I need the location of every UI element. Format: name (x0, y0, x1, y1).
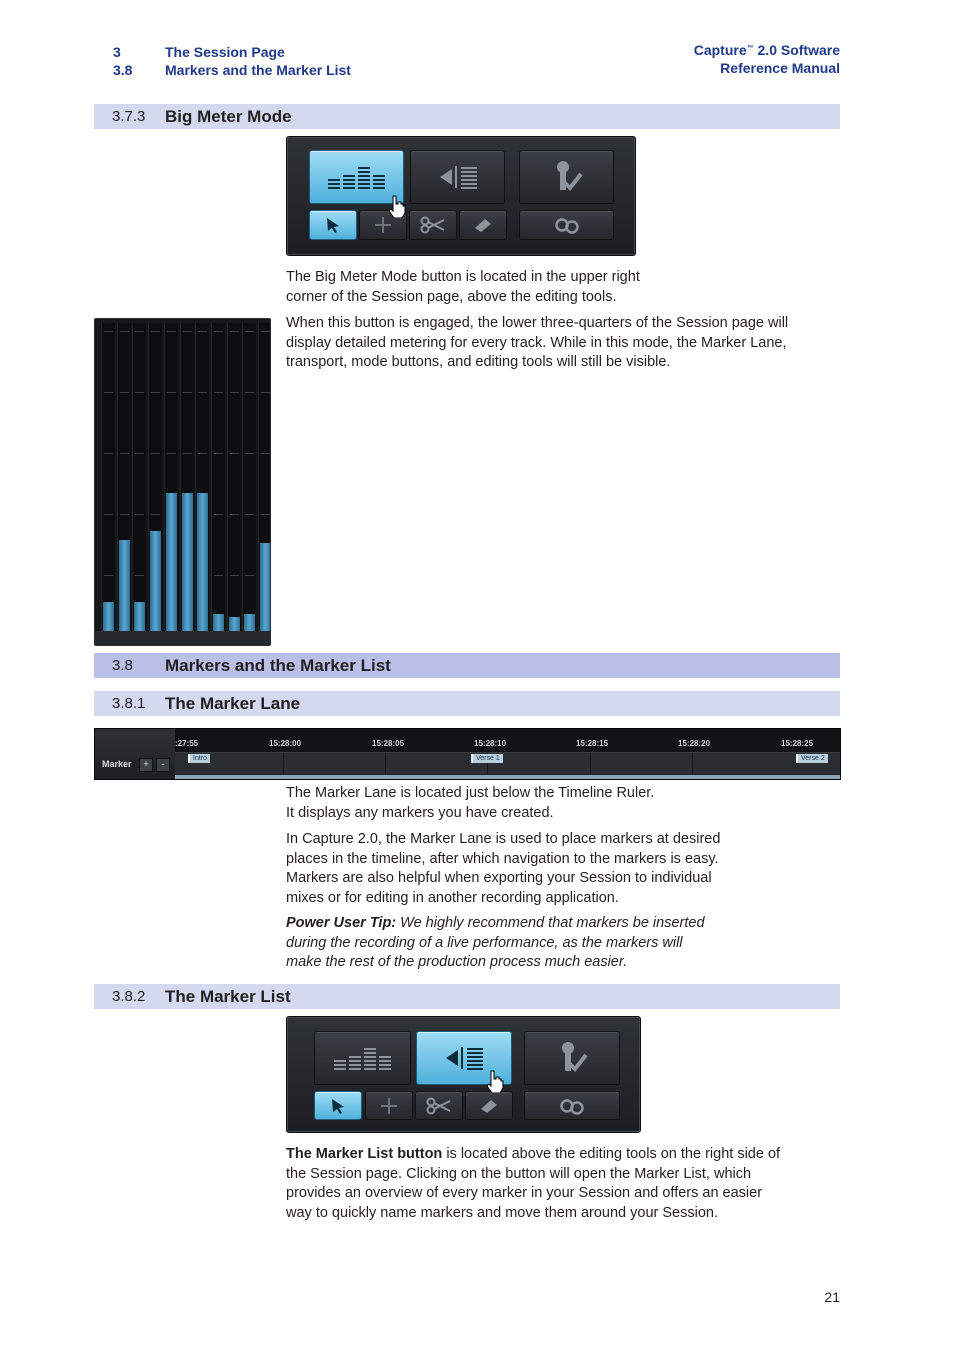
meter-tick (261, 514, 270, 515)
ruler-time: 15:28:05 (372, 739, 405, 748)
meter-level (134, 602, 145, 633)
meter-tick (245, 331, 254, 332)
meter-tick (230, 331, 239, 332)
meter-level (119, 540, 130, 633)
marker-lane-paragraph-1: The Marker Lane is located just below the Timeline Ruler. It displays any markers you have created. (286, 785, 655, 821)
marker-lane-header (95, 729, 175, 779)
meter-tick (120, 514, 129, 515)
meter-channel (164, 323, 178, 633)
remove-marker-button[interactable]: - (156, 758, 170, 772)
meter-tick (230, 575, 239, 576)
plus-tool-icon (374, 216, 392, 234)
meter-channel (132, 323, 146, 633)
meter-tick (198, 453, 207, 454)
meter-level (197, 493, 208, 633)
meter-tick (261, 453, 270, 454)
grid-line (590, 753, 591, 774)
meter-channel (101, 323, 115, 633)
marker-intro[interactable]: Intro (188, 754, 210, 763)
section-num: 3.8.2 (112, 988, 146, 1005)
marker-list-button[interactable] (410, 150, 505, 204)
hand-cursor-icon (485, 1069, 505, 1093)
running-header-right (694, 41, 840, 77)
grid-line (692, 753, 693, 774)
grid-line (283, 753, 284, 774)
section-title: The Marker Lane (165, 694, 301, 713)
meter-tick (135, 575, 144, 576)
ruler-time: 15:28:25 (781, 739, 814, 748)
section-title: Markers and the Marker List (165, 656, 391, 675)
marker-lane-label: Marker (102, 759, 132, 769)
lane-bottom-edge (175, 775, 840, 779)
meter-tick (167, 331, 176, 332)
meter-tick (151, 514, 160, 515)
section-num: 3.8.1 (112, 695, 146, 712)
meter-tick (120, 331, 129, 332)
arrow-tool-icon (324, 216, 342, 234)
product-name: Capture (693, 42, 747, 58)
meter-level (150, 531, 161, 633)
mode-panel-big-meter (286, 136, 636, 256)
meter-tick (198, 392, 207, 393)
meter-tick (135, 453, 144, 454)
meter-tick (151, 392, 160, 393)
running-header-left (113, 43, 351, 79)
meter-channel (211, 323, 225, 633)
marker-lane-paragraph-2: In Capture 2.0, the Marker Lane is used to place markers at desired places in the timeline, after which navigation to the markers is easy. Markers are also helpful when exporting your Session to individual mixes or for editing in another recording application. (286, 831, 721, 906)
meter-tick (120, 392, 129, 393)
big-meter-button[interactable] (314, 1031, 411, 1085)
marker-list-text: is located above the editing tools on the right side of the Session page. Clicking on the button will open the Marker List, which provides an overview of every marker in your Session and offers an easier way to quickly name markers and move them around your Session. (286, 1146, 781, 1221)
meter-tick (230, 453, 239, 454)
meter-tick (167, 453, 176, 454)
meter-tick (214, 392, 223, 393)
grid-line (385, 753, 386, 774)
arrow-tool-icon (329, 1097, 347, 1115)
chapter-number: 3 (113, 44, 121, 60)
marker-list-bold-lead: The Marker List button (286, 1146, 443, 1162)
meter-tick (214, 331, 223, 332)
meter-tick (245, 575, 254, 576)
section-num: 3.8 (112, 657, 133, 674)
meter-tick (183, 331, 192, 332)
link-icon (557, 1097, 587, 1115)
arrow-tool-button[interactable] (309, 210, 357, 240)
marker-track[interactable] (175, 753, 840, 774)
record-check-icon (555, 1041, 589, 1075)
section-num: 3.7.3 (112, 108, 146, 125)
record-mode-button[interactable] (519, 150, 614, 204)
trademark-symbol: ™ (746, 45, 754, 52)
meter-tick (230, 514, 239, 515)
record-check-icon (550, 160, 584, 194)
eraser-tool-button[interactable] (465, 1091, 513, 1120)
meter-tick (135, 514, 144, 515)
section-title: Markers and the Marker List (165, 62, 351, 78)
marker-lane (94, 728, 841, 780)
ruler-time: :27:55 (175, 739, 199, 748)
big-meter-display (94, 318, 271, 646)
range-tool-button[interactable] (365, 1091, 413, 1120)
marker-list-icon (436, 163, 480, 191)
meter-tick (214, 575, 223, 576)
timeline-ruler[interactable] (175, 729, 840, 753)
hand-cursor-icon (387, 194, 407, 218)
marker-list-icon (442, 1044, 486, 1072)
meter-tick (104, 392, 113, 393)
tip-label: Power User Tip: (286, 915, 397, 931)
ruler-time: 15:28:00 (269, 739, 302, 748)
power-user-tip (286, 914, 706, 973)
product-version: 2.0 Software (753, 42, 840, 58)
tip-text: We highly recommend that markers be inserted during the recording of a live performance, as the markers will make the rest of the production process much easier. (286, 915, 705, 970)
page-number: 21 (824, 1289, 840, 1305)
meter-tick (245, 453, 254, 454)
marker-list-paragraph (286, 1145, 781, 1223)
meter-tick (214, 453, 223, 454)
meter-level (182, 493, 193, 633)
meter-tick (135, 392, 144, 393)
scissors-icon (426, 1097, 452, 1115)
meter-tick (245, 514, 254, 515)
link-button[interactable] (524, 1091, 620, 1120)
meter-channel (227, 323, 241, 633)
meter-channel (180, 323, 194, 633)
section-heading-markers (94, 653, 840, 678)
meter-tick (261, 331, 270, 332)
section-number: 3.8 (113, 62, 133, 78)
meter-tick (214, 514, 223, 515)
plus-tool-icon (380, 1097, 398, 1115)
section-heading-big-meter (94, 104, 840, 129)
meter-tick (104, 331, 113, 332)
meter-channel (117, 323, 131, 633)
meter-level (103, 602, 114, 633)
meter-tick (261, 392, 270, 393)
record-mode-button[interactable] (524, 1031, 620, 1085)
eraser-tool-button[interactable] (459, 210, 507, 240)
section-heading-marker-lane (94, 691, 840, 716)
link-button[interactable] (519, 210, 614, 240)
section-title: The Marker List (165, 987, 291, 1006)
meter-tick (183, 392, 192, 393)
add-marker-button[interactable]: + (139, 758, 153, 772)
manual-type: Reference Manual (720, 60, 840, 76)
split-tool-button[interactable] (409, 210, 457, 240)
link-icon (552, 216, 582, 234)
meter-channel (195, 323, 209, 633)
meter-tick (104, 514, 113, 515)
ruler-time: 15:28:15 (576, 739, 609, 748)
marker-verse-1[interactable]: Verse 1 (471, 754, 503, 763)
meter-tick (167, 392, 176, 393)
chapter-title: The Session Page (165, 44, 285, 60)
meter-tick (151, 331, 160, 332)
eraser-icon (478, 1097, 500, 1115)
scissors-icon (420, 216, 446, 234)
section-title: Big Meter Mode (165, 107, 292, 126)
meter-tick (135, 331, 144, 332)
meter-channel (258, 323, 271, 633)
marker-verse-2[interactable]: Verse 2 (796, 754, 828, 763)
split-tool-button[interactable] (415, 1091, 463, 1120)
meter-tick (120, 453, 129, 454)
meter-tick (151, 453, 160, 454)
meter-footer (95, 631, 270, 645)
meter-channel (148, 323, 162, 633)
eraser-icon (472, 216, 494, 234)
arrow-tool-button[interactable] (314, 1091, 362, 1120)
meter-tick (198, 331, 207, 332)
meter-tick (245, 392, 254, 393)
meter-channel (242, 323, 256, 633)
big-meter-paragraph-2: When this button is engaged, the lower three-quarters of the Session page will display detailed metering for every track. While in this mode, the Marker Lane, transport, mode buttons, and editing tools will still be visible. (286, 315, 789, 370)
big-meter-paragraph-1: The Big Meter Mode button is located in the upper right corner of the Session page, above the editing tools. (286, 269, 640, 305)
ruler-time: 15:28:10 (474, 739, 507, 748)
big-meter-icon (332, 1044, 394, 1072)
meter-tick (104, 453, 113, 454)
meter-tick (183, 453, 192, 454)
section-heading-marker-list (94, 984, 840, 1009)
mode-panel-marker-list (286, 1016, 641, 1133)
meter-tick (230, 392, 239, 393)
meter-level (166, 493, 177, 633)
big-meter-icon (326, 163, 388, 191)
meter-level (260, 543, 271, 633)
ruler-time: 15:28:20 (678, 739, 711, 748)
meter-tick (104, 575, 113, 576)
